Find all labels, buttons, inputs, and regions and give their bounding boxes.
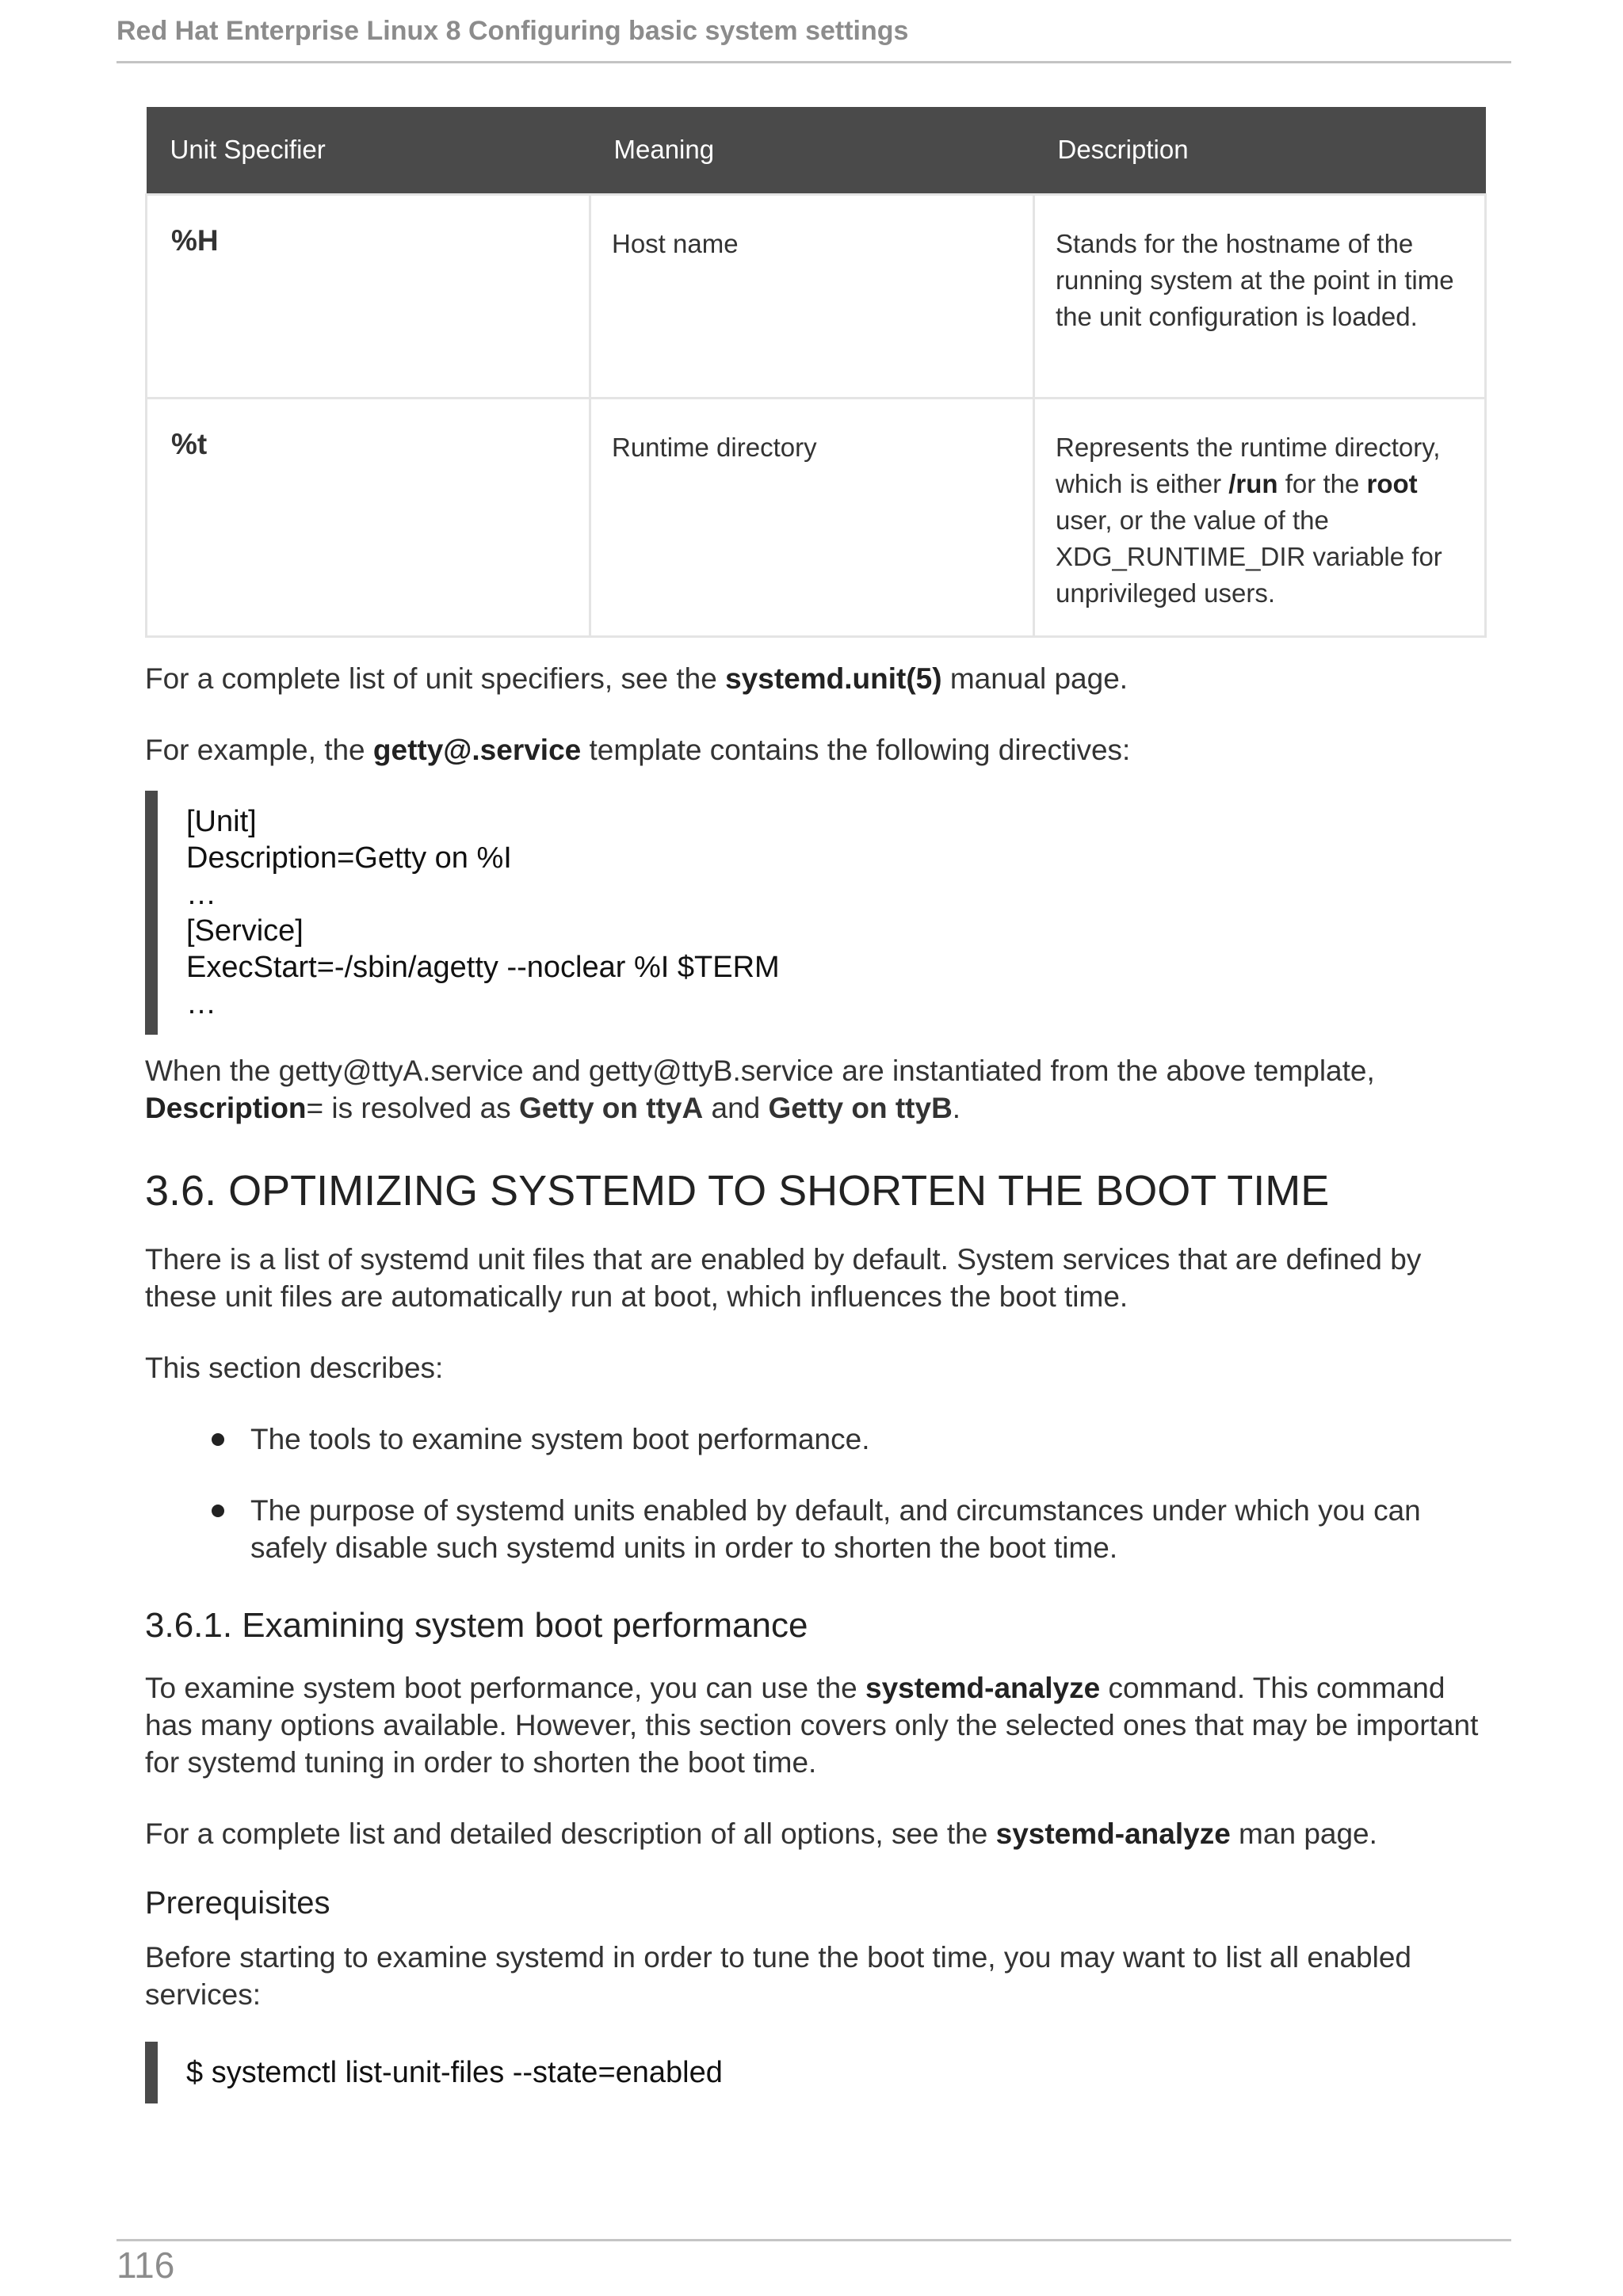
text-run: When the getty@ttyA.service and getty@ttyB.service are instantiated from the above template,: [145, 1054, 1375, 1087]
text-run: command. This command has many options available. However, this section covers only the selected ones that may be important for systemd tuning in order to shorten the boot time.: [145, 1671, 1479, 1779]
prerequisites-heading: Prerequisites: [145, 1885, 330, 1920]
command-name: systemd-analyze: [995, 1817, 1231, 1850]
meaning-cell: Runtime directory: [590, 398, 1034, 636]
describes-paragraph: This section describes:: [145, 1351, 444, 1384]
instantiated-paragraph: [145, 1052, 1484, 1127]
code-line: [Service]: [186, 913, 304, 948]
list-item-text: The tools to examine system boot performance.: [250, 1422, 870, 1455]
text-run: manual page.: [941, 662, 1128, 695]
column-header: Unit Specifier: [147, 107, 590, 194]
text-run: For a complete list of unit specifiers, see the: [145, 662, 726, 695]
footer-rule: [116, 2239, 1511, 2241]
resolved-value: Getty on ttyB: [768, 1091, 953, 1124]
page-content: [145, 107, 1484, 2103]
section-heading: 3.6. OPTIMIZING SYSTEMD TO SHORTEN THE BOOT TIME: [145, 1166, 1330, 1215]
description-cell: Stands for the hostname of the running system at the point in time the unit configuration is loaded.: [1034, 194, 1486, 398]
bullet-icon: [212, 1433, 224, 1446]
code-line: [Unit]: [186, 804, 257, 838]
header-rule: [116, 61, 1511, 63]
description-text: Represents the runtime directory, which is either: [1056, 432, 1441, 498]
page-number: 116: [116, 2245, 175, 2286]
user-root: root: [1366, 468, 1418, 498]
table-row: [147, 194, 1486, 398]
manpage-paragraph: [145, 1815, 1484, 1852]
command-code-block: [145, 2042, 1484, 2103]
examine-paragraph: [145, 1669, 1484, 1781]
section-bullet-list: [145, 1421, 1484, 1566]
code-line: $ systemctl list-unit-files --state=enabled: [186, 2055, 723, 2089]
code-line: Description=Getty on %I: [186, 841, 512, 875]
example-paragraph: [145, 731, 1484, 769]
resolved-value: Getty on ttyA: [518, 1091, 704, 1124]
code-line: …: [186, 877, 216, 911]
getty-code-block: [145, 791, 1484, 1035]
text-run: For example, the: [145, 733, 373, 766]
command-name: systemd-analyze: [865, 1671, 1101, 1704]
text-run: template contains the following directives:: [581, 733, 1131, 766]
text-run: For a complete list and detailed description of all options, see the: [145, 1817, 996, 1850]
unit-specifier-table: [145, 107, 1487, 638]
description-cell: [1034, 398, 1486, 636]
text-run: To examine system boot performance, you can use the: [145, 1671, 866, 1704]
text-run: .: [952, 1091, 961, 1124]
specifiers-paragraph: [145, 660, 1484, 697]
text-run: and: [703, 1091, 769, 1124]
column-header: Meaning: [590, 107, 1034, 194]
list-item-text: The purpose of systemd units enabled by default, and circumstances under which you can safely disable such systemd units in order to shorten the boot time.: [250, 1493, 1421, 1564]
prerequisites-paragraph: Before starting to examine systemd in order to tune the boot time, you may want to list all enabled services:: [145, 1940, 1412, 2011]
text-run: = is resolved as: [306, 1091, 519, 1124]
manpage-ref: systemd.unit(5): [725, 662, 942, 695]
intro-paragraph: There is a list of systemd unit files that are enabled by default. System services that are defined by these unit files are automatically run at boot, which influences the boot time.: [145, 1242, 1422, 1313]
column-header: Description: [1034, 107, 1486, 194]
path-run: /run: [1228, 468, 1278, 498]
directive-name: Description: [145, 1091, 307, 1124]
description-text: user, or the value of the XDG_RUNTIME_DIR variable for unprivileged users.: [1056, 505, 1442, 608]
specifier-cell: %t: [147, 398, 590, 636]
description-text: for the: [1277, 468, 1367, 498]
bullet-icon: [212, 1505, 224, 1517]
list-item: [145, 1421, 1484, 1458]
template-name: getty@.service: [372, 733, 582, 766]
meaning-cell: Host name: [590, 194, 1034, 398]
table-row: [147, 398, 1486, 636]
table-header-row: [147, 107, 1486, 194]
code-line: ExecStart=-/sbin/agetty --noclear %I $TERM: [186, 950, 780, 984]
running-header: Red Hat Enterprise Linux 8 Configuring basic system settings: [116, 16, 909, 46]
subsection-heading: 3.6.1. Examining system boot performance: [145, 1605, 808, 1645]
specifier-cell: %H: [147, 194, 590, 398]
list-item: [145, 1492, 1484, 1566]
code-line: …: [186, 986, 216, 1020]
text-run: man page.: [1230, 1817, 1377, 1850]
